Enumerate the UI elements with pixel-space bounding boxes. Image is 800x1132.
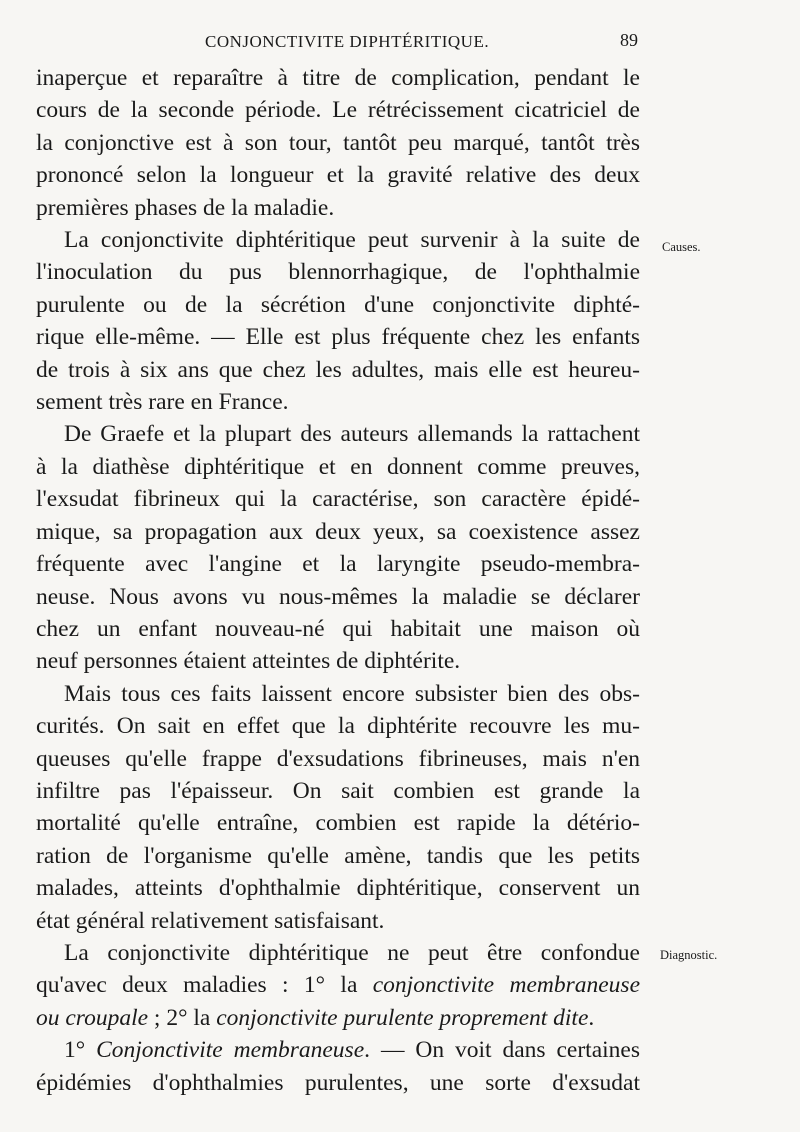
text-line: La conjonctivite diphtéritique peut survenir à la suite de [64,227,640,254]
text-line-part: ; 2° la [148,1004,217,1031]
text-line: mortalité qu'elle entraîne, combien est rapide la détério- [36,810,640,837]
page-number: 89 [620,30,638,50]
body-text [36,62,640,1099]
text-line: cours de la seconde période. Le rétrécissement cicatriciel de [36,97,640,124]
margin-note-causes: Causes. [662,240,701,254]
text-line: rique elle-même. — Elle est plus fréquente chez les enfants [36,324,640,351]
text-line: de trois à six ans que chez les adultes, mais elle est heureu- [36,356,640,383]
text-line: fréquente avec l'angine et la laryngite pseudo-membra- [36,551,640,578]
text-line: purulente ou de la sécrétion d'une conjonctivite diphté- [36,291,640,318]
text-line: l'exsudat fibrineux qui la caractérise, son caractère épidé- [36,486,640,513]
text-line: infiltre pas l'épaisseur. On sait combien est grande la [36,777,640,804]
text-line [36,969,640,1001]
text-line: curités. On sait en effet que la diphtérite recouvre les mu- [36,713,640,740]
text-line-emphasis: ou croupale [36,1004,149,1031]
text-line-part: 1° [64,1037,97,1064]
text-line: épidémies d'ophthalmies purulentes, une sorte d'exsudat [36,1069,640,1096]
text-line: état général relativement satisfaisant. [36,907,385,934]
text-line: ration de l'organisme qu'elle amène, tandis que les petits [36,842,640,869]
text-line-part: . — On voit dans certaines [364,1037,640,1064]
margin-note-diagnostic: Diagnostic. [660,948,718,962]
text-line: De Graefe et la plupart des auteurs allemands la rattachent [64,421,640,448]
text-line-part: qu'avec deux maladies : 1° la [36,972,373,999]
text-line-emphasis: Conjonctivite membraneuse [96,1037,365,1064]
text-line-part: . [588,1004,595,1031]
text-line: l'inoculation du pus blennorrhagique, de l'ophthalmie [36,259,640,286]
text-line: La conjonctivite diphtéritique ne peut être confondue [64,939,640,966]
text-line: neuse. Nous avons vu nous-mêmes la maladie se déclarer [36,583,640,610]
text-line: chez un enfant nouveau-né qui habitait une maison où [36,615,640,642]
text-line [36,1034,640,1066]
text-line: queuses qu'elle frappe d'exsudations fibrineuses, mais n'en [36,745,640,772]
running-header: CONJONCTIVITE DIPHTÉRITIQUE. [205,32,490,51]
text-line: malades, atteints d'ophthalmie diphtéritique, conservent un [36,875,640,902]
text-line-emphasis: conjonctivite membraneuse [372,972,640,999]
text-line: inaperçue et reparaître à titre de complication, pendant le [36,65,640,91]
text-line-emphasis: conjonctivite purulente proprement dite [216,1004,589,1031]
text-line: mique, sa propagation aux deux yeux, sa coexistence assez [36,518,640,545]
text-line: premières phases de la maladie. [36,194,335,221]
text-line: la conjonctive est à son tour, tantôt peu marqué, tantôt très [36,129,640,156]
text-line: à la diathèse diphtéritique et en donnent comme preuves, [36,453,640,480]
text-line: sement très rare en France. [36,389,289,416]
text-line: Mais tous ces faits laissent encore subsister bien des obs- [64,680,640,707]
text-line: prononcé selon la longueur et la gravité relative des deux [36,162,640,189]
text-line [36,1002,640,1034]
text-line: neuf personnes étaient atteintes de diphtérite. [36,648,461,675]
